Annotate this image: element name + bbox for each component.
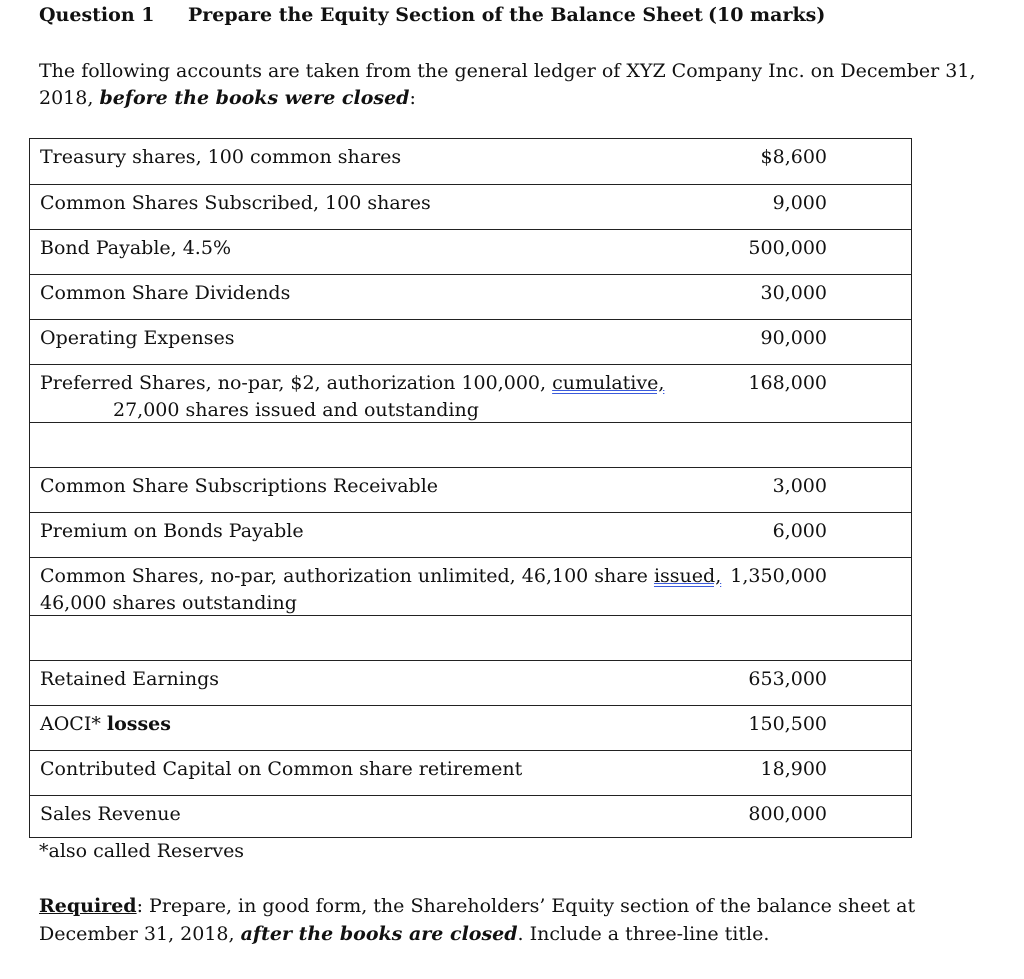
account-name: Common Shares Subscribed, 100 shares (40, 192, 431, 214)
account-amount: 90,000 (760, 327, 827, 349)
ledger-row-empty (30, 615, 911, 660)
question-title: Prepare the Equity Section of the Balance Sheet (188, 4, 703, 26)
ledger-table (29, 138, 912, 838)
question-marks: (10 marks) (708, 4, 826, 26)
required-label: Required (39, 895, 137, 917)
spellcheck-underline: issued, (653, 565, 722, 587)
account-amount: $8,600 (760, 146, 827, 168)
ledger-row (30, 660, 911, 705)
ledger-row (30, 184, 911, 229)
account-name: Common Shares, no-par, authorization unlimited, 46,100 share issued, 46,000 shares outstanding (40, 565, 722, 614)
required-paragraph: Required: Prepare, in good form, the Shareholders’ Equity section of the balance sheet at December 31, 2018, after the books are closed. Include a three-line title. (39, 895, 916, 945)
account-amount: 150,500 (748, 713, 827, 735)
required-emphasis: after the books are closed (240, 923, 518, 945)
intro-paragraph: The following accounts are taken from the general ledger of XYZ Company Inc. on December 31, 2018, before the books were closed: (39, 60, 976, 109)
account-amount: 6,000 (772, 520, 827, 542)
footnote: *also called Reserves (39, 840, 245, 862)
account-name: Preferred Shares, no-par, $2, authorization 100,000, cumulative, 27,000 shares issued and outstanding (40, 372, 665, 421)
ledger-row (30, 795, 911, 837)
ledger-row (30, 139, 911, 184)
intro-emphasis: before the books were closed (99, 87, 410, 109)
account-name: Sales Revenue (40, 803, 181, 825)
account-name: Contributed Capital on Common share retirement (40, 758, 523, 780)
account-amount: 168,000 (748, 372, 827, 394)
account-name: Treasury shares, 100 common shares (40, 146, 402, 168)
account-name: Common Share Subscriptions Receivable (40, 475, 439, 497)
account-amount: 653,000 (748, 668, 827, 690)
account-name: Operating Expenses (40, 327, 235, 349)
account-name: Bond Payable, 4.5% (40, 237, 231, 259)
account-name: Retained Earnings (40, 668, 220, 690)
ledger-row (30, 319, 911, 364)
account-amount: 18,900 (760, 758, 827, 780)
ledger-row (30, 512, 911, 557)
ledger-row (30, 750, 911, 795)
account-amount: 9,000 (772, 192, 827, 214)
account-name: Premium on Bonds Payable (40, 520, 304, 542)
ledger-row-empty (30, 422, 911, 467)
ledger-row (30, 557, 911, 615)
account-name: AOCI* losses (40, 713, 171, 735)
account-amount: 3,000 (772, 475, 827, 497)
ledger-row (30, 229, 911, 274)
account-amount: 800,000 (748, 803, 827, 825)
account-amount: 500,000 (748, 237, 827, 259)
ledger-row (30, 705, 911, 750)
question-header (39, 4, 999, 32)
account-name: Common Share Dividends (40, 282, 291, 304)
account-amount: 30,000 (760, 282, 827, 304)
question-number: Question 1 (39, 4, 155, 26)
account-amount: 1,350,000 (730, 565, 827, 587)
ledger-row (30, 364, 911, 422)
spellcheck-underline: cumulative, (552, 372, 665, 394)
ledger-row (30, 274, 911, 319)
ledger-row (30, 467, 911, 512)
